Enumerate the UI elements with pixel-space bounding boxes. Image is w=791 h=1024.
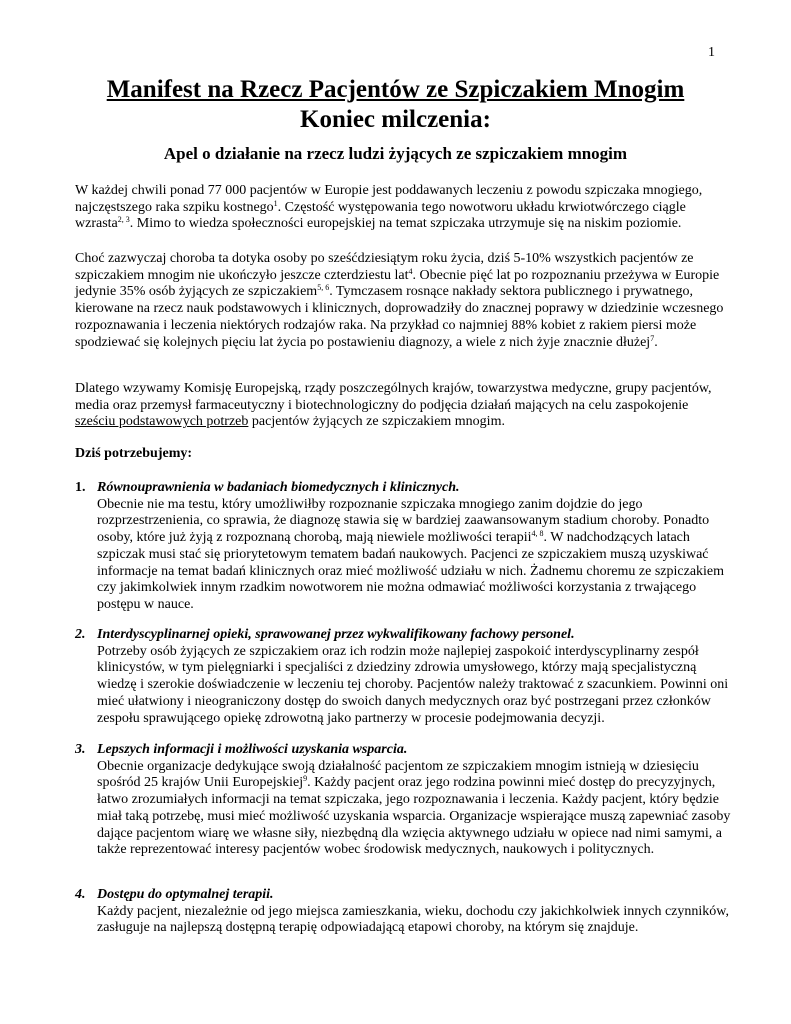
item-text: Każdy pacjent, niezależnie od jego miejsca zamieszkania, wieku, dochodu czy jakichkolwiek innych czynników, zasługuje na najlepszą dostępną terapię odpowiadającą etapowi choroby, na którym się znajduje. [97, 903, 729, 936]
item-text: Obecnie organizacje dedykujące swoją działalność pacjentom ze szpiczakiem mnogim istnieją w dziesięciu spośród 25 krajów Unii Europejskiej$^9$. Każdy pacjent oraz jego rodzina powinni mieć dostęp do precyzyjnych, łatwo zrozumiałych informacji na temat szpiczaka, jego rozpoznawania i leczenia. Każdy pacjent, który będzie miał taką potrzebę, musi mieć możliwość uzyskania wsparcia. Organizacje wspierające muszą zapewniać zasoby dające pacjentom wiarę we własne siły, niezbędną dla wzięcia aktywnego udziału w opiece nad nimi samymi, a także reprezentować interesy pacjentów wobec środowisk medycznych, naukowych i politycznych. [97, 758, 731, 858]
item-number: 3. [75, 742, 86, 757]
list-item [75, 480, 735, 614]
list-item [75, 627, 735, 727]
list-item [75, 742, 735, 859]
document-title-2: Koniec milczenia: [300, 106, 491, 133]
item-text: Obecnie nie ma testu, który umożliwiłby rozpoznanie szpiczaka mnogiego zanim dojdzie do jego rozprzestrzenienia, co sprawia, że diagnozę stawia się w bardziej zaawansowanym stadium choroby. Ponadto osoby, które już żyją z rozpoznaną chorobą, mają niewiele możliwości terapii$^{4, 8}$. W nadchodzących latach szpiczak musi stać się priorytetowym tematem badań naukowych. Pacjenci ze szpiczakiem muszą uzyskiwać informacje na temat badań klinicznych oraz mieć możliwość udziału w nich. Żadnemu choremu ze szpiczakiem czy jakimkolwiek innym rzadkim nowotworem nie można odmawiać możliwości korzystania z trwającego postępu w nauce. [97, 496, 725, 612]
item-number: 2. [75, 627, 86, 642]
list-item [75, 887, 735, 937]
paragraph-3: Dlatego wzywamy Komisję Europejską, rządy poszczególnych krajów, towarzystwa medyczne, grupy pacjentów, media oraz przemysł farmaceutyczny i biotechnologiczny do podjęcia działań mających na celu zaspokojenie sześciu podstawowych potrzeb pacjentów żyjących ze szpiczakiem mnogim. [75, 381, 712, 430]
six-needs-link[interactable]: sześciu podstawowych potrzeb [75, 414, 249, 430]
page-number: 1 [708, 45, 715, 60]
document-title: Manifest na Rzecz Pacjentów ze Szpiczakiem Mnogim [106, 76, 685, 103]
item-title: Lepszych informacji i możliwości uzyskania wsparcia. [97, 742, 408, 757]
item-text: Potrzeby osób żyjących ze szpiczakiem oraz ich rodzin może najlepiej zaspokoić interdyscyplinarny zespół klinicystów, w tym pielęgniarki i specjaliści z dziedziny zdrowia umysłowego, którzy mają specjalistyczną wiedzę i szerokie doświadczenie w leczeniu tej choroby. Pacjentów należy traktować z szacunkiem. Powinni oni mieć ułatwiony i nieograniczony dostęp do swoich danych medycznych oraz być postrzegani przez członków zespołu sprawującego opiekę zdrowotną jako partnerzy w procesie podejmowania decyzji. [97, 643, 729, 726]
document-subtitle: Apel o działanie na rzecz ludzi żyjących ze szpiczakiem mnogim [163, 144, 628, 163]
item-number: 4. [75, 887, 86, 902]
paragraph-2: Choć zazwyczaj choroba ta dotyka osoby po sześćdziesiątym roku życia, dziś 5-10% wszystkich pacjentów ze szpiczakiem mnogim nie ukończyło jeszcze czterdziestu lat$^4$. Obecnie pięć lat po rozpoznaniu przeżywa w Europie jedynie 35% osób żyjących ze szpiczakiem$^{5, 6}$. Tymczasem rosnące nakłady sektora publicznego i prywatnego, kierowane na rzecz nauk podstawowych i klinicznych, doprowadziły do znacznej poprawy w dziedzinie wczesnego rozpoznawania i leczenia niektórych rodzajów raka. Na przykład co najmniej 88% kobiet z rakiem piersi może spodziewać się kolejnych pięciu lat życia po postawieniu diagnozy, a wiele z nich żyje znacznie dłużej$^7$. [75, 251, 724, 350]
needs-heading: Dziś potrzebujemy: [75, 446, 193, 461]
item-title: Dostępu do optymalnej terapii. [97, 887, 274, 902]
item-title: Interdyscyplinarnej opieki, sprawowanej przez wykwalifikowany fachowy personel. [97, 627, 575, 642]
item-number: 1. [75, 480, 86, 495]
item-title: Równouprawnienia w badaniach biomedycznych i klinicznych. [97, 480, 460, 495]
paragraph-1: W każdej chwili ponad 77 000 pacjentów w Europie jest poddawanych leczeniu z powodu szpiczaka mnogiego, najczęstszego raka szpiku kostnego$^1$. Częstość występowania tego nowotworu układu krwiotwórczego ciągle wzrasta$^{2, 3}$. Mimo to wiedza społeczności europejskiej na temat szpiczaka utrzymuje się na niskim poziomie. [75, 183, 703, 232]
